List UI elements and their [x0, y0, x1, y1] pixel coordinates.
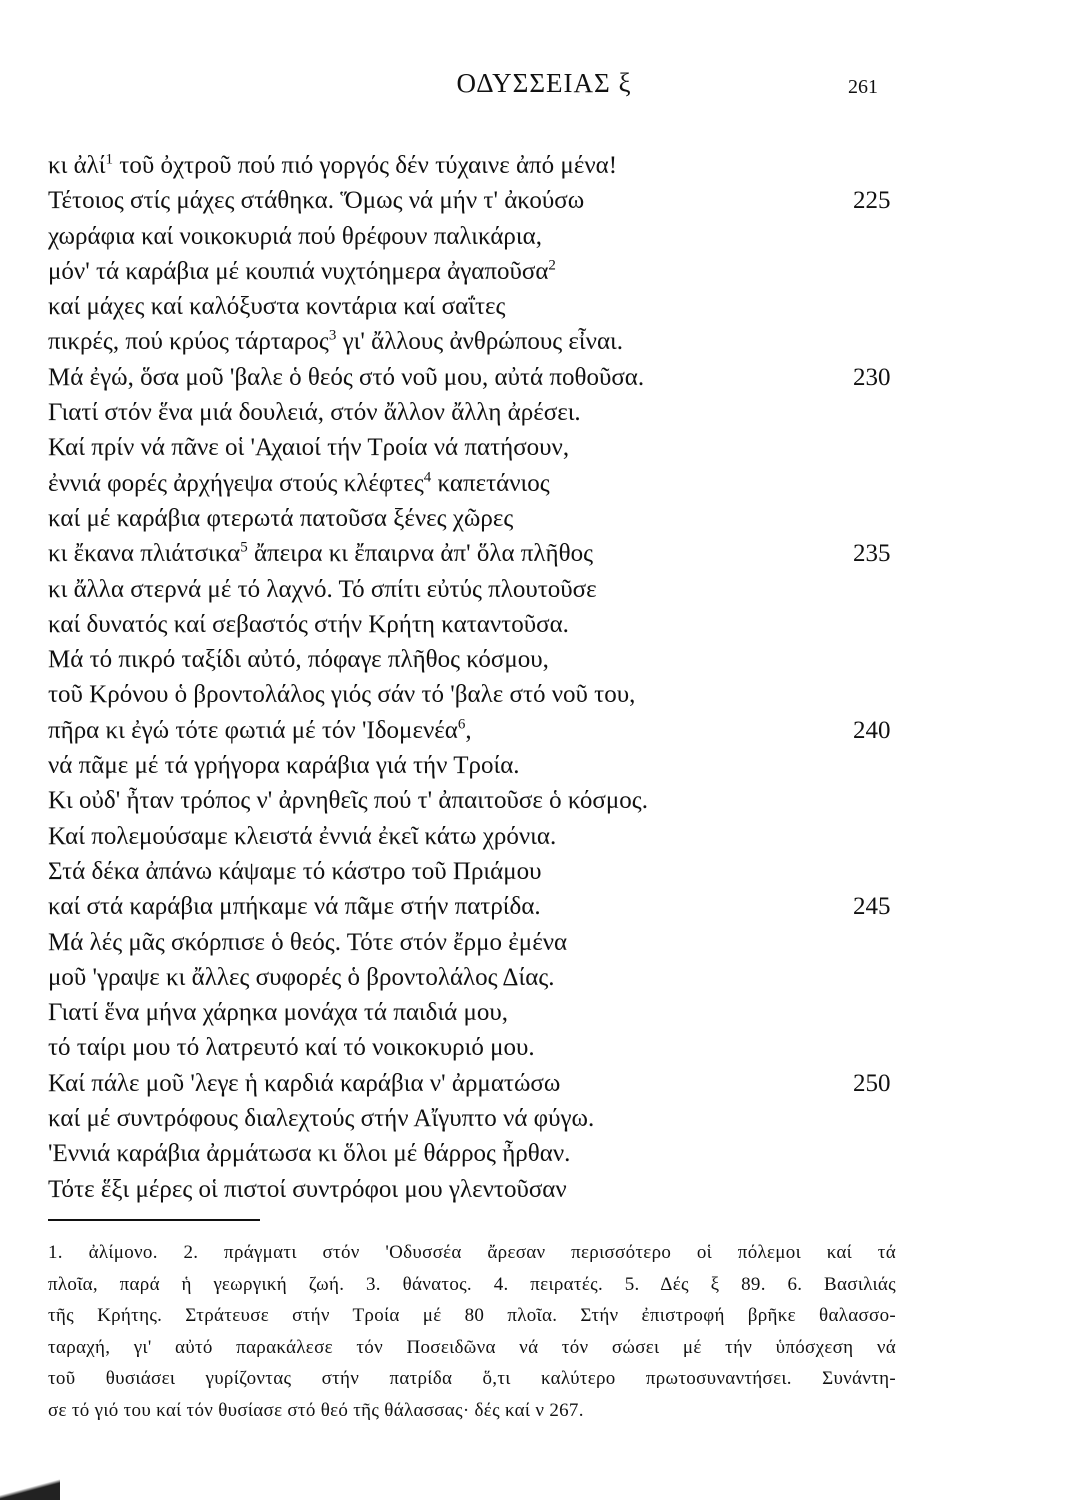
verse-text: Μά ἐγώ, ὅσα μοῦ 'βαλε ὁ θεός στό νοῦ μου, αὐτά ποθοῦσα. [48, 363, 645, 391]
line-number: 230 [853, 363, 891, 391]
footnote-marker: 2 [548, 257, 556, 274]
verse-text: κι ἀλί [48, 152, 106, 179]
verse-line [48, 324, 1008, 359]
verse-line [48, 395, 1008, 430]
verse-line [48, 430, 1008, 465]
verse-text: Καί πολεμούσαμε κλειστά ἐννιά ἐκεῖ κάτω χρόνια. [48, 822, 557, 850]
verse-text: μόν' τά καράβια μέ κουπιά νυχτόημερα ἀγαποῦσα [48, 257, 549, 285]
footnote-line: τῆς Κρήτης. Στράτευσε στήν Τροία μέ 80 πλοῖα. Στήν ἐπιστροφή βρῆκε θαλασσο- [48, 1305, 896, 1326]
binding-shadow [0, 1478, 60, 1500]
verse-line [48, 360, 1008, 395]
verse-text: χωράφια καί νοικοκυριά πού θρέφουν παλικάρια, [48, 222, 542, 250]
verse-text: 'Εννιά καράβια ἀρμάτωσα κι ὅλοι μέ θάρρος ἦρθαν. [48, 1140, 571, 1168]
verse-text: κι ἄλλα στερνά μέ τό λαχνό. Τό σπίτι εὐτύς πλουτοῦσε [48, 575, 597, 603]
verse-line [48, 677, 1008, 712]
line-number: 250 [853, 1069, 891, 1097]
line-number: 245 [853, 893, 891, 921]
verse-line [48, 254, 1008, 289]
verse-line [48, 854, 1008, 889]
verse-line [48, 183, 1008, 218]
verse-line [48, 819, 1008, 854]
verse-text: νά πᾶμε μέ τά γρήγορα καράβια γιά τήν Τροία. [48, 752, 520, 780]
verse-line [48, 925, 1008, 960]
running-head: ΟΔΥΣΣΕΙΑΣ ξ [456, 68, 632, 98]
verse-text: Γιατί ἕνα μήνα χάρηκα μονάχα τά παιδιά μου, [48, 999, 509, 1027]
verse-text: Καί πρίν νά πᾶνε οἱ 'Αχαιοί τήν Τροία νά πατήσουν, [48, 434, 570, 462]
verse-text: Γιατί στόν ἕνα μιά δουλειά, στόν ἄλλον ἄλλη ἀρέσει. [48, 399, 581, 427]
verse-text: Στά δέκα ἀπάνω κάψαμε τό κάστρο τοῦ Πριάμου [48, 857, 542, 885]
footnote-rule [48, 1219, 260, 1221]
verse-text-continued: , [465, 716, 472, 744]
footnote-marker: 6 [457, 716, 466, 733]
verse-line [48, 1030, 1008, 1065]
footnote-line: ταραχή, γι' αὐτό παρακάλεσε τόν Ποσειδῶνα νά τόν σώσει μέ τήν ὑπόσχεση νά [48, 1336, 896, 1358]
verse-text: πῆρα κι ἐγώ τότε φωτιά μέ τόν 'Ιδομενέα [48, 716, 458, 744]
verse-text: Τότε ἕξι μέρες οἱ πιστοί συντρόφοι μου γλεντοῦσαν [48, 1175, 567, 1203]
verse-text: τό ταίρι μου τό λατρευτό καί τό νοικοκυριό μου. [48, 1034, 535, 1062]
footnote-line: σε τό γιό του καί τόν θυσίασε στό θεό τῆς θάλασσας· δές καί ν 267. [48, 1399, 584, 1421]
verse-line [48, 1066, 1008, 1101]
verse-line [48, 219, 1008, 254]
verse-line [48, 889, 1008, 924]
verse-line [48, 713, 1008, 748]
verse-line [48, 607, 1008, 642]
verse-line [48, 960, 1008, 995]
verse-text: καί μάχες καί καλόξυστα κοντάρια καί σαΐτες [48, 293, 506, 321]
verse-line [48, 642, 1008, 677]
verse-text: κι ἔκανα πλιάτσικα [48, 540, 241, 568]
line-number: 235 [853, 540, 891, 568]
verse-text: καί δυνατός καί σεβαστός στήν Κρήτη καταντοῦσα. [48, 610, 569, 638]
verse-line [48, 783, 1008, 818]
verse-text: τοῦ Κρόνου ὁ βροντολάλος γιός σάν τό 'βαλε στό νοῦ του, [48, 681, 636, 709]
verse-text-continued: τοῦ ὀχτροῦ πού πιό γοργός δέν τύχαινε ἀπό μένα! [113, 152, 618, 179]
verse-text: Κι οὐδ' ἦταν τρόπος ν' ἀρνηθεῖς πού τ' ἀπαιτοῦσε ὁ κόσμος. [48, 787, 648, 815]
verse-line [48, 289, 1008, 324]
verse-line [48, 572, 1008, 607]
verse-text-continued: γι' ἄλλους ἀνθρώπους εἶναι. [336, 328, 624, 356]
verse-text: πικρές, πού κρύος τάρταρος [48, 328, 329, 356]
verse-line [48, 995, 1008, 1030]
line-number: 240 [853, 716, 891, 744]
verse-line [48, 501, 1008, 536]
verse-line [48, 148, 1008, 183]
footnote-line: τοῦ θυσιάσει γυρίζοντας στήν πατρίδα ὅ,τι καλύτερο πρωτοσυναντήσει. Συνάντη- [48, 1368, 896, 1389]
verse-line [48, 1172, 1008, 1207]
footnote-marker: 5 [240, 539, 248, 556]
verse-line [48, 466, 1008, 501]
page-number: 261 [848, 76, 878, 98]
verse-text: Καί πάλε μοῦ 'λεγε ἡ καρδιά καράβια ν' ἀρματώσω [48, 1069, 561, 1097]
verse-text: Μά τό πικρό ταξίδι αὐτό, πόφαγε πλῆθος κόσμου, [48, 646, 549, 674]
footnote-marker: 1 [105, 151, 114, 168]
verse-text: καί μέ συντρόφους διαλεχτούς στήν Αἴγυπτο νά φύγω. [48, 1105, 595, 1133]
footnote-marker: 3 [328, 328, 337, 345]
verse-line [48, 748, 1008, 783]
line-number: 225 [853, 187, 891, 215]
verse-block [48, 148, 1008, 1207]
verse-text: μοῦ 'γραψε κι ἄλλες συφορές ὁ βροντολάλος Δίας. [48, 963, 555, 991]
verse-text: Τέτοιος στίς μάχες στάθηκα. Ὅμως νά μήν τ' ἀκούσω [48, 187, 585, 215]
footnote-marker: 4 [423, 469, 432, 486]
verse-text-continued: καπετάνιος [431, 469, 550, 497]
footnote-block [48, 1237, 896, 1426]
verse-line [48, 536, 1008, 571]
verse-line [48, 1101, 1008, 1136]
verse-text: καί μέ καράβια φτερωτά πατοῦσα ξένες χῶρες [48, 504, 514, 532]
footnote-line: 1. ἀλίμονο. 2. πράγματι στόν 'Οδυσσέα ἄρεσαν περισσότερο οἱ πόλεμοι καί τά [48, 1242, 896, 1263]
verse-text-continued: ἄπειρα κι ἔπαιρνα ἀπ' ὅλα πλῆθος [247, 540, 593, 568]
verse-line [48, 1136, 1008, 1171]
verse-text: ἐννιά φορές ἀρχήγεψα στούς κλέφτες [48, 469, 424, 497]
verse-text: καί στά καράβια μπήκαμε νά πᾶμε στήν πατρίδα. [48, 893, 541, 921]
footnote-line: πλοῖα, παρά ἡ γεωργική ζωή. 3. θάνατος. 4. πειρατές. 5. Δές ξ 89. 6. Βασιλιάς [48, 1273, 896, 1295]
verse-text: Μά λές μᾶς σκόρπισε ὁ θεός. Τότε στόν ἔρμο ἐμένα [48, 928, 568, 956]
